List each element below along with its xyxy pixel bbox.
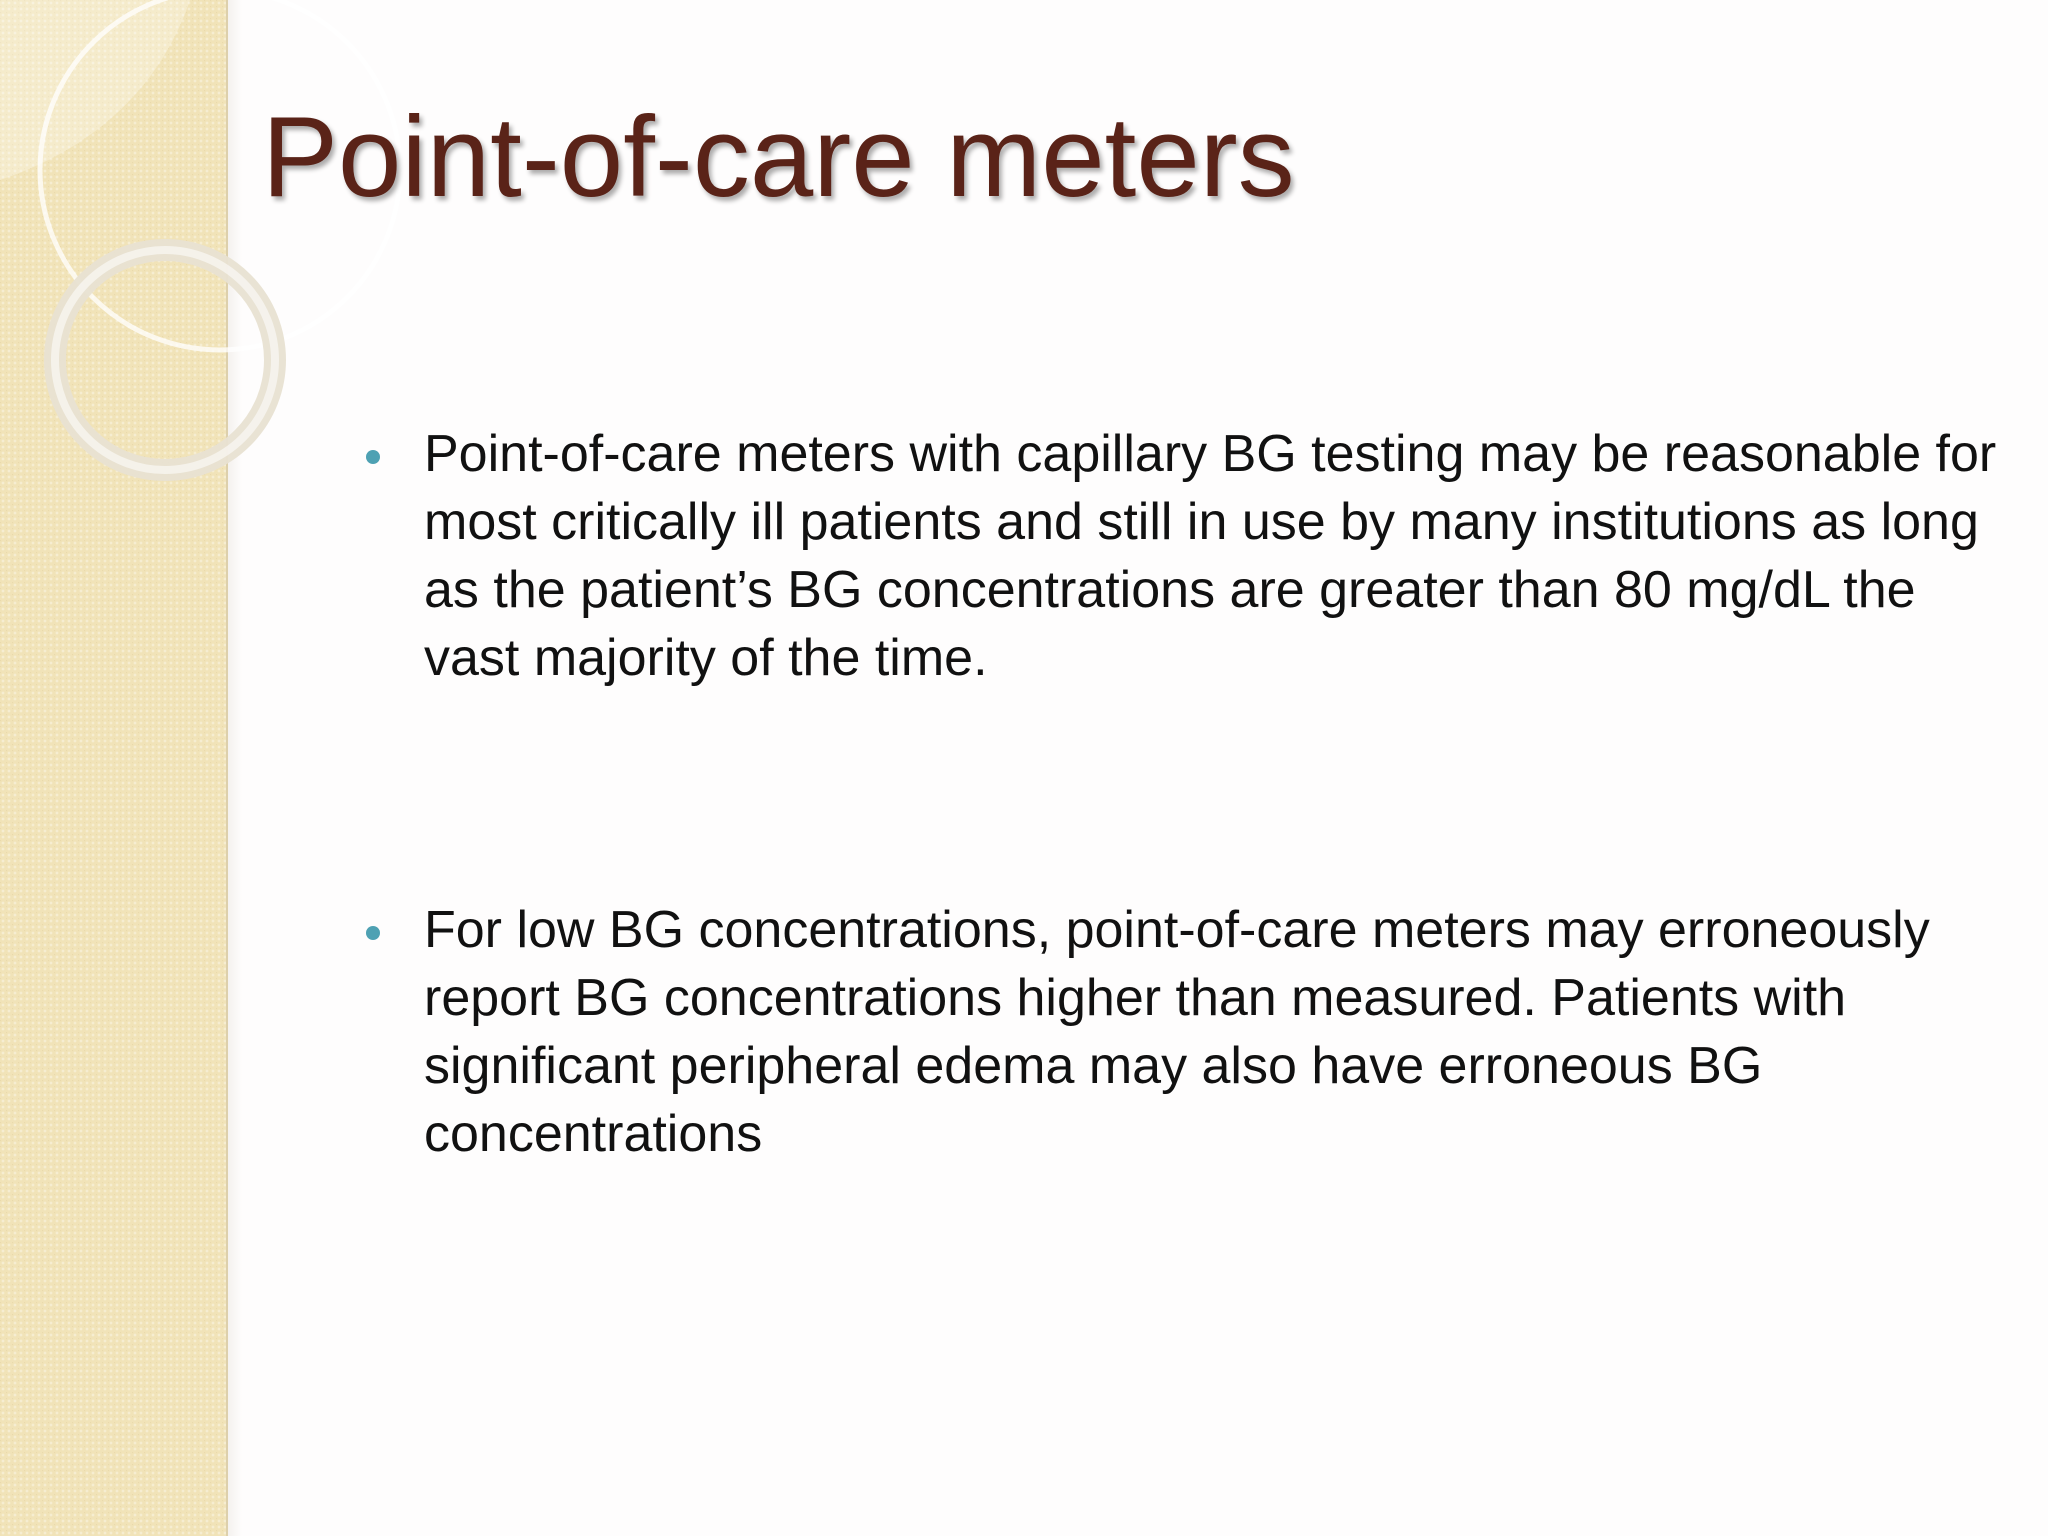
bullet-item-point-of-care-meters (360, 420, 2000, 692)
bullet-marker-icon (366, 450, 380, 464)
decorative-small-ring-highlight (55, 250, 275, 470)
slide-title: Point-of-care meters (262, 94, 1295, 221)
bullet-text: Point-of-care meters with capillary BG testing may be reasonable for most critically ill patients and still in use by many institutions as long as the patient’s BG concentrations are greater than 80 mg/dL the vast majority of the time. (424, 425, 1997, 687)
decorative-rings (0, 0, 260, 520)
bullet-list (360, 420, 2000, 1168)
bullet-marker-icon (366, 926, 380, 940)
bullet-item-low-bg-concentrations (360, 896, 2000, 1168)
bullet-text: For low BG concentrations, point-of-care meters may erroneously report BG concentrations higher than measured. Patients with significant peripheral edema may also have erroneous BG concentrations (424, 901, 1930, 1163)
decorative-corner-shape (0, 0, 190, 180)
